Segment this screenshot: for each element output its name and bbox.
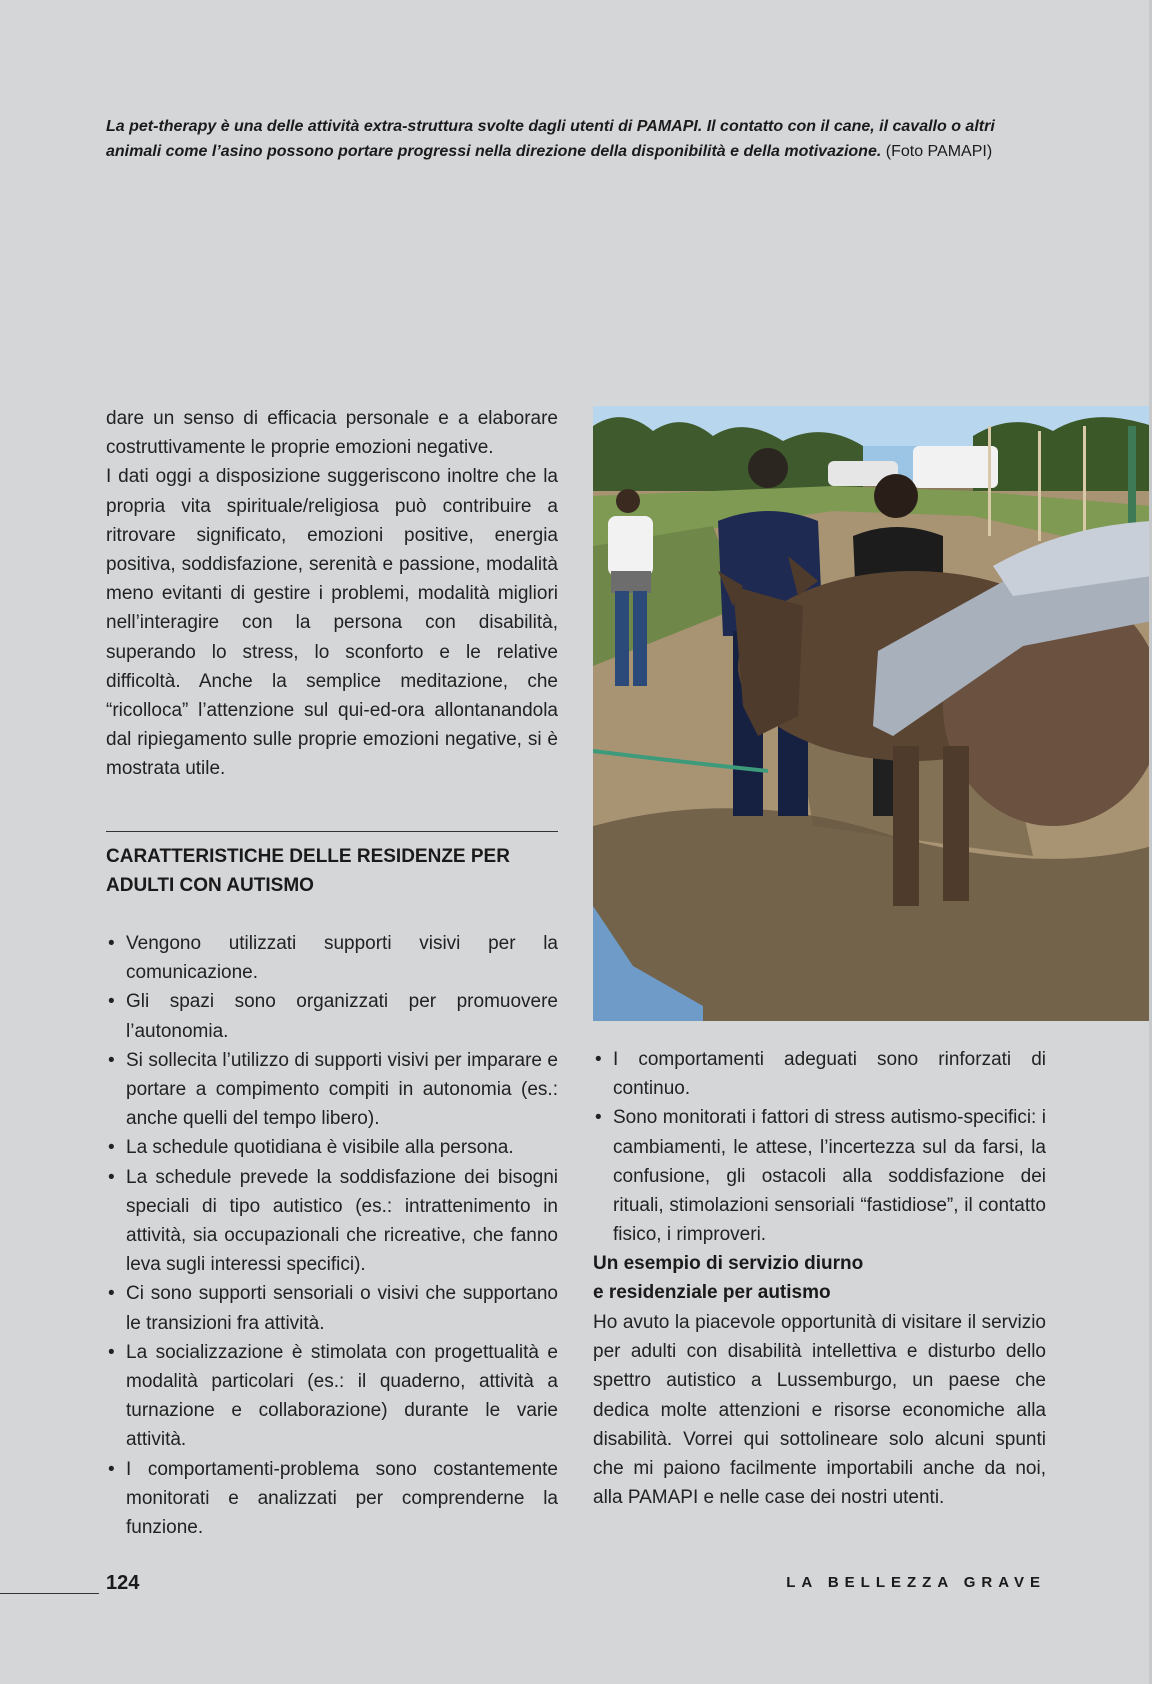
section-heading-line: e residenziale per autismo <box>593 1282 831 1303</box>
list-item: • Ci sono supporti sensoriali o visivi che supportano le transizioni fra attività. <box>106 1279 558 1337</box>
caption-text: La pet-therapy è una delle attività extra-struttura svolte dagli utenti di PAMAPI. Il contatto con il cane, il cavallo o altri animali come l’asino possono portare progressi nella direzione della disponibilità e della motivazione. <box>106 118 995 160</box>
section-heading-line: Un esempio di servizio diurno <box>593 1253 864 1274</box>
box-divider <box>106 831 558 832</box>
section-body: Ho avuto la piacevole opportunità di visitare il servizio per adulti con disabilità intellettiva e disturbo dello spettro autistico a Lussemburgo, un paese che dedica molte attenzioni e risorse economiche alla disabilità. Vorrei qui sottolineare solo alcuni spunti che mi paiono facilmente importabili anche da noi, alla PAMAPI e nelle case dei nostri utenti. <box>593 1312 1046 1509</box>
footer-rule <box>0 1593 99 1594</box>
list-item: • Si sollecita l’utilizzo di supporti visivi per imparare e portare a compimento compiti in autonomia (es.: anche quelli del tempo libero). <box>106 1046 558 1134</box>
list-item: • I comportamenti adeguati sono rinforzati di continuo. <box>593 1045 1046 1103</box>
body-paragraph: dare un senso di efficacia personale e a elaborare costruttivamente le proprie emozioni negative. <box>106 408 558 459</box>
features-list-left <box>106 929 558 1542</box>
section-heading <box>593 1249 1046 1307</box>
features-list-right <box>593 1045 1046 1249</box>
box-title: CARATTERISTICHE DELLE RESIDENZE PER ADULTI CON AUTISMO <box>106 846 510 896</box>
page-number: 124 <box>106 1572 140 1594</box>
list-item: • Gli spazi sono organizzati per promuovere l’autonomia. <box>106 987 558 1045</box>
list-item: • La schedule quotidiana è visibile alla persona. <box>106 1133 558 1162</box>
list-item: • Sono monitorati i fattori di stress autismo-specifici: i cambiamenti, le attese, l’incertezza sul da farsi, la confusione, gli ostacoli alla soddisfazione dei rituali, stimolazioni sensoriali “fastidiose”, il contatto fisico, i rimproveri. <box>593 1103 1046 1249</box>
running-head: LA BELLEZZA GRAVE <box>786 1574 1046 1591</box>
left-column-text <box>106 404 558 784</box>
list-item: • I comportamenti-problema sono costantemente monitorati e analizzati per comprenderne la funzione. <box>106 1455 558 1543</box>
list-item: • Vengono utilizzati supporti visivi per la comunicazione. <box>106 929 558 987</box>
photo-caption <box>106 114 1051 164</box>
pet-therapy-photo <box>593 406 1152 1021</box>
list-item: • La socializzazione è stimolata con progettualità e modalità particolari (es.: il quaderno, attività a turnazione e collaborazione) durante le varie attività. <box>106 1338 558 1455</box>
caption-credit: (Foto PAMAPI) <box>885 143 993 160</box>
list-item: • La schedule prevede la soddisfazione dei bisogni speciali di tipo autistico (es.: intrattenimento in attività, sia occupazionali che ricreative, che fanno leva sugli interessi specifici). <box>106 1163 558 1280</box>
body-paragraph: I dati oggi a disposizione suggeriscono inoltre che la propria vita spirituale/religiosa può contribuire a ritrovare significato, emozioni positive, energia positiva, soddisfazione, serenità e passione, modalità meno evitanti di gestire i problemi, modalità migliori nell’interagire con la persona con disabilità, superando lo stress, lo sconforto e le relative difficoltà. Anche la semplice meditazione, che “ricolloca” l’attenzione sul qui-ed-ora allontanandola dal ripiegamento sulle proprie emozioni negative, si è mostrata utile. <box>106 466 558 780</box>
